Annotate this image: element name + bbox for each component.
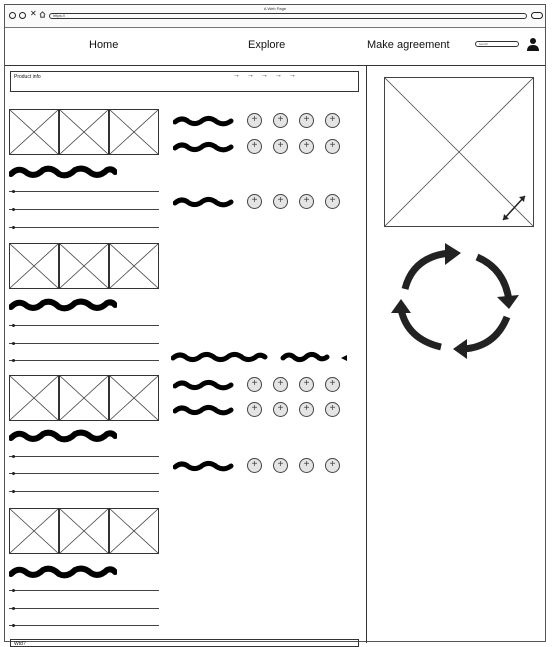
add-button[interactable]: + xyxy=(247,377,262,392)
add-button[interactable]: + xyxy=(273,139,288,154)
image-placeholder xyxy=(109,508,159,554)
add-button[interactable]: + xyxy=(299,139,314,154)
scribble-label xyxy=(173,460,235,472)
text-line xyxy=(9,227,159,228)
text-line xyxy=(9,343,159,344)
text-line xyxy=(9,491,159,492)
add-button[interactable]: + xyxy=(247,194,262,209)
image-placeholder-icon xyxy=(110,110,158,154)
image-placeholder xyxy=(59,375,109,421)
add-button[interactable]: + xyxy=(299,194,314,209)
bullet xyxy=(12,226,15,229)
image-placeholder xyxy=(59,109,109,155)
scribble-heading xyxy=(9,165,117,179)
text-line xyxy=(9,473,159,474)
image-placeholder xyxy=(9,243,59,289)
add-button[interactable]: + xyxy=(273,458,288,473)
add-button[interactable]: + xyxy=(325,139,340,154)
add-button[interactable]: + xyxy=(325,458,340,473)
text-line xyxy=(9,590,159,591)
image-placeholder xyxy=(9,109,59,155)
bullet xyxy=(12,324,15,327)
scribble-label-wide xyxy=(171,351,349,363)
bullet xyxy=(12,624,15,627)
home-icon[interactable] xyxy=(39,11,46,18)
product-info-label: Product info xyxy=(14,74,41,80)
add-button[interactable]: + xyxy=(273,194,288,209)
back-icon[interactable] xyxy=(9,12,16,19)
bullet xyxy=(12,589,15,592)
bullet xyxy=(12,359,15,362)
scribble-label xyxy=(173,196,235,208)
add-button[interactable]: + xyxy=(247,113,262,128)
url-bar[interactable]: https:// xyxy=(49,13,527,19)
image-placeholder-icon xyxy=(10,376,58,420)
image-placeholder-icon xyxy=(385,78,533,226)
add-button[interactable]: + xyxy=(299,377,314,392)
column-divider xyxy=(366,65,367,643)
scribble-heading xyxy=(9,429,117,443)
scribble-label xyxy=(173,141,235,153)
image-placeholder-icon xyxy=(60,244,108,288)
close-icon[interactable]: ✕ xyxy=(30,9,37,18)
image-placeholder xyxy=(59,243,109,289)
image-placeholder-icon xyxy=(10,110,58,154)
add-button[interactable]: + xyxy=(325,402,340,417)
image-placeholder xyxy=(9,375,59,421)
add-button[interactable]: + xyxy=(273,402,288,417)
add-button[interactable]: + xyxy=(247,139,262,154)
add-button[interactable]: + xyxy=(273,113,288,128)
user-icon[interactable] xyxy=(527,37,539,51)
add-button[interactable]: + xyxy=(247,402,262,417)
text-line xyxy=(9,209,159,210)
scribble-heading xyxy=(9,565,117,579)
add-button[interactable]: + xyxy=(325,113,340,128)
add-button[interactable]: + xyxy=(273,377,288,392)
bullet xyxy=(12,208,15,211)
scribble-heading xyxy=(9,298,117,312)
text-line xyxy=(9,456,159,457)
add-button[interactable]: + xyxy=(299,458,314,473)
nav-home[interactable]: Home xyxy=(89,39,119,51)
refresh-cycle-icon xyxy=(391,243,521,359)
text-line xyxy=(9,191,159,192)
scribble-label xyxy=(173,115,235,127)
text-line xyxy=(9,360,159,361)
bullet xyxy=(12,607,15,610)
image-placeholder xyxy=(109,109,159,155)
browser-window xyxy=(4,4,546,647)
arrow-links[interactable]: →→→→→ xyxy=(233,72,303,79)
image-placeholder-icon xyxy=(10,244,58,288)
footer-label: Wtd? xyxy=(14,641,26,647)
nav-explore[interactable]: Explore xyxy=(248,39,286,51)
scribble-label xyxy=(173,404,235,416)
image-placeholder-icon xyxy=(60,509,108,553)
text-line xyxy=(9,608,159,609)
image-placeholder-icon xyxy=(110,244,158,288)
bullet xyxy=(12,472,15,475)
add-button[interactable]: + xyxy=(247,458,262,473)
image-placeholder xyxy=(9,508,59,554)
main-image-placeholder xyxy=(384,77,534,227)
image-placeholder xyxy=(109,243,159,289)
bullet xyxy=(12,490,15,493)
window-title: A Web Page xyxy=(263,6,287,11)
scribble-label xyxy=(173,379,235,391)
product-info-bar xyxy=(10,71,359,92)
site-header xyxy=(5,27,545,66)
bullet xyxy=(12,190,15,193)
bullet xyxy=(12,342,15,345)
image-placeholder-icon xyxy=(110,509,158,553)
add-button[interactable]: + xyxy=(325,194,340,209)
text-line xyxy=(9,325,159,326)
image-placeholder-icon xyxy=(60,110,108,154)
add-button[interactable]: + xyxy=(325,377,340,392)
text-line xyxy=(9,625,159,626)
add-button[interactable]: + xyxy=(299,402,314,417)
forward-icon[interactable] xyxy=(19,12,26,19)
image-placeholder xyxy=(109,375,159,421)
image-placeholder-icon xyxy=(10,509,58,553)
image-placeholder-icon xyxy=(110,376,158,420)
nav-make-agreement[interactable]: Make agreement xyxy=(367,39,450,51)
image-placeholder xyxy=(59,508,109,554)
search-input[interactable]: search xyxy=(475,41,519,47)
browser-chrome xyxy=(5,5,545,28)
bullet xyxy=(12,455,15,458)
add-button[interactable]: + xyxy=(299,113,314,128)
menu-pill[interactable] xyxy=(531,12,543,19)
image-placeholder-icon xyxy=(60,376,108,420)
